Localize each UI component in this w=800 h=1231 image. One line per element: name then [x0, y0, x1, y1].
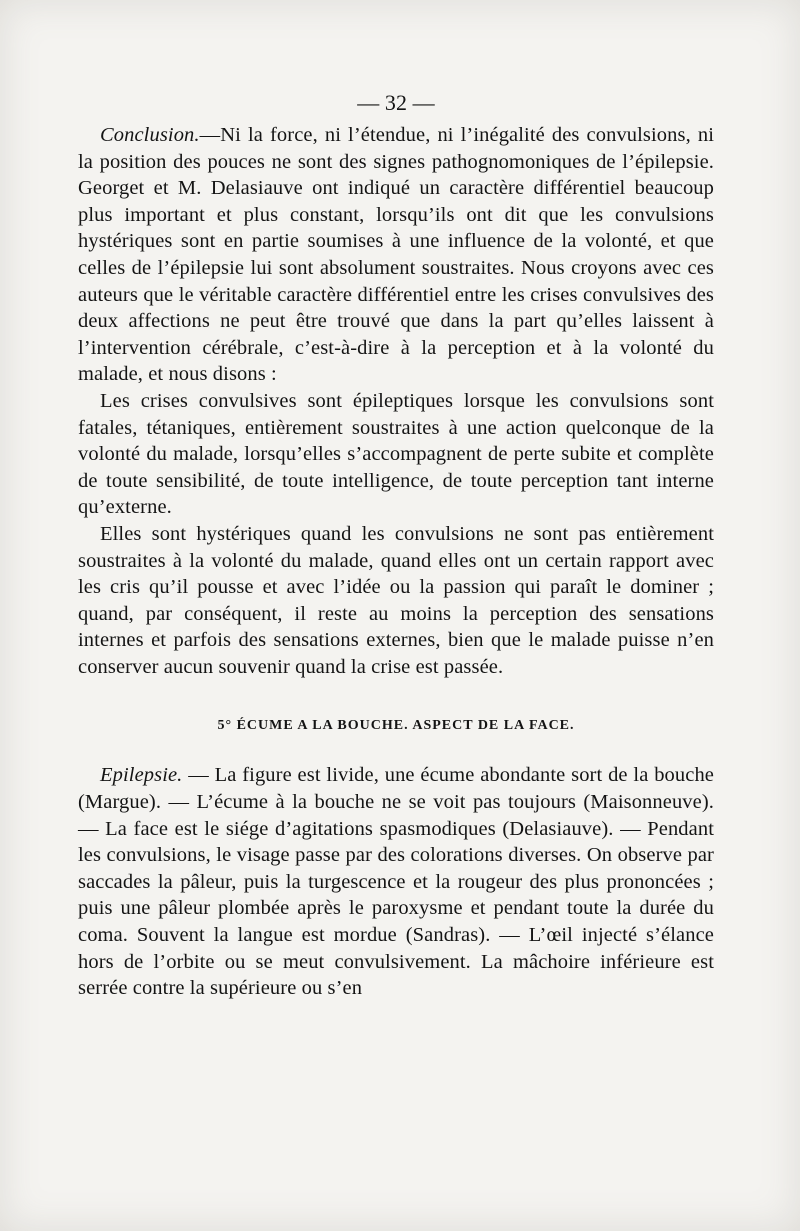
epilepsie-paragraph: [78, 762, 714, 1001]
section-heading: 5° ÉCUME A LA BOUCHE. ASPECT DE LA FACE.: [217, 718, 575, 734]
epilepsie-lead: Epilepsie.: [100, 764, 183, 787]
conclusion-paragraph: [78, 122, 714, 388]
conclusion-lead: Conclusion.: [100, 124, 200, 146]
page-body: [78, 88, 714, 1002]
hysteric-definition-paragraph: Elles sont hystériques quand les convulsions ne sont pas entièrement soustraites à la volonté du malade, quand elles ont un certain rapport avec les cris qu’il pousse et avec l’idée ou la passion qui paraît le dominer ; quand, par conséquent, il reste au moins la perception des sensations internes et parfois des sensations externes, bien que le malade puisse n’en conserver aucun souvenir quand la crise est passée.: [78, 522, 714, 678]
conclusion-text: —Ni la force, ni l’étendue, ni l’inégalité des convulsions, ni la position des pouces ne sont des signes pathognomoniques de l’épilepsie. Georget et M. Delasiauve ont indiqué un caractère différentiel beaucoup plus important et plus constant, lorsqu’ils ont dit que les convulsions hystériques sont en partie soumises à une influence de la volonté, et que celles de l’épilepsie lui sont absolument soustraites. Nous croyons avec ces auteurs que le véritable caractère différentiel entre les crises convulsives des deux affections ne peut être trouvé que dans la part qu’elles laissent à l’intervention cérébrale, c’est-à-dire à la perception et à la volonté du malade, et nous disons :: [78, 124, 714, 386]
page-number: — 32 —: [357, 90, 435, 115]
epileptic-definition-paragraph: Les crises convulsives sont épileptiques lorsque les convulsions sont fatales, tétaniques, entièrement soustraites à une action quelconque de la volonté du malade, lorsqu’elles s’accompagnent de perte subite et complète de toute sensibilité, de toute intelligence, de toute perception tant interne qu’externe.: [78, 389, 714, 519]
epilepsie-text: — La figure est livide, une écume abondante sort de la bouche (Margue). — L’écume à la bouche ne se voit pas toujours (Maisonneuve). — La face est le siége d’agitations spasmodiques (Delasiauve). — Pendant les convulsions, le visage passe par des colorations diverses. On observe par saccades la pâleur, puis la turgescence et la rougeur des plus prononcées ; puis une pâleur plombée après le paroxysme et pendant toute la durée du coma. Souvent la langue est mordue (Sandras). — L’œil injecté s’élance hors de l’orbite ou se meut convulsivement. La mâchoire inférieure est serrée contre la supérieure ou s’en: [78, 764, 714, 1000]
